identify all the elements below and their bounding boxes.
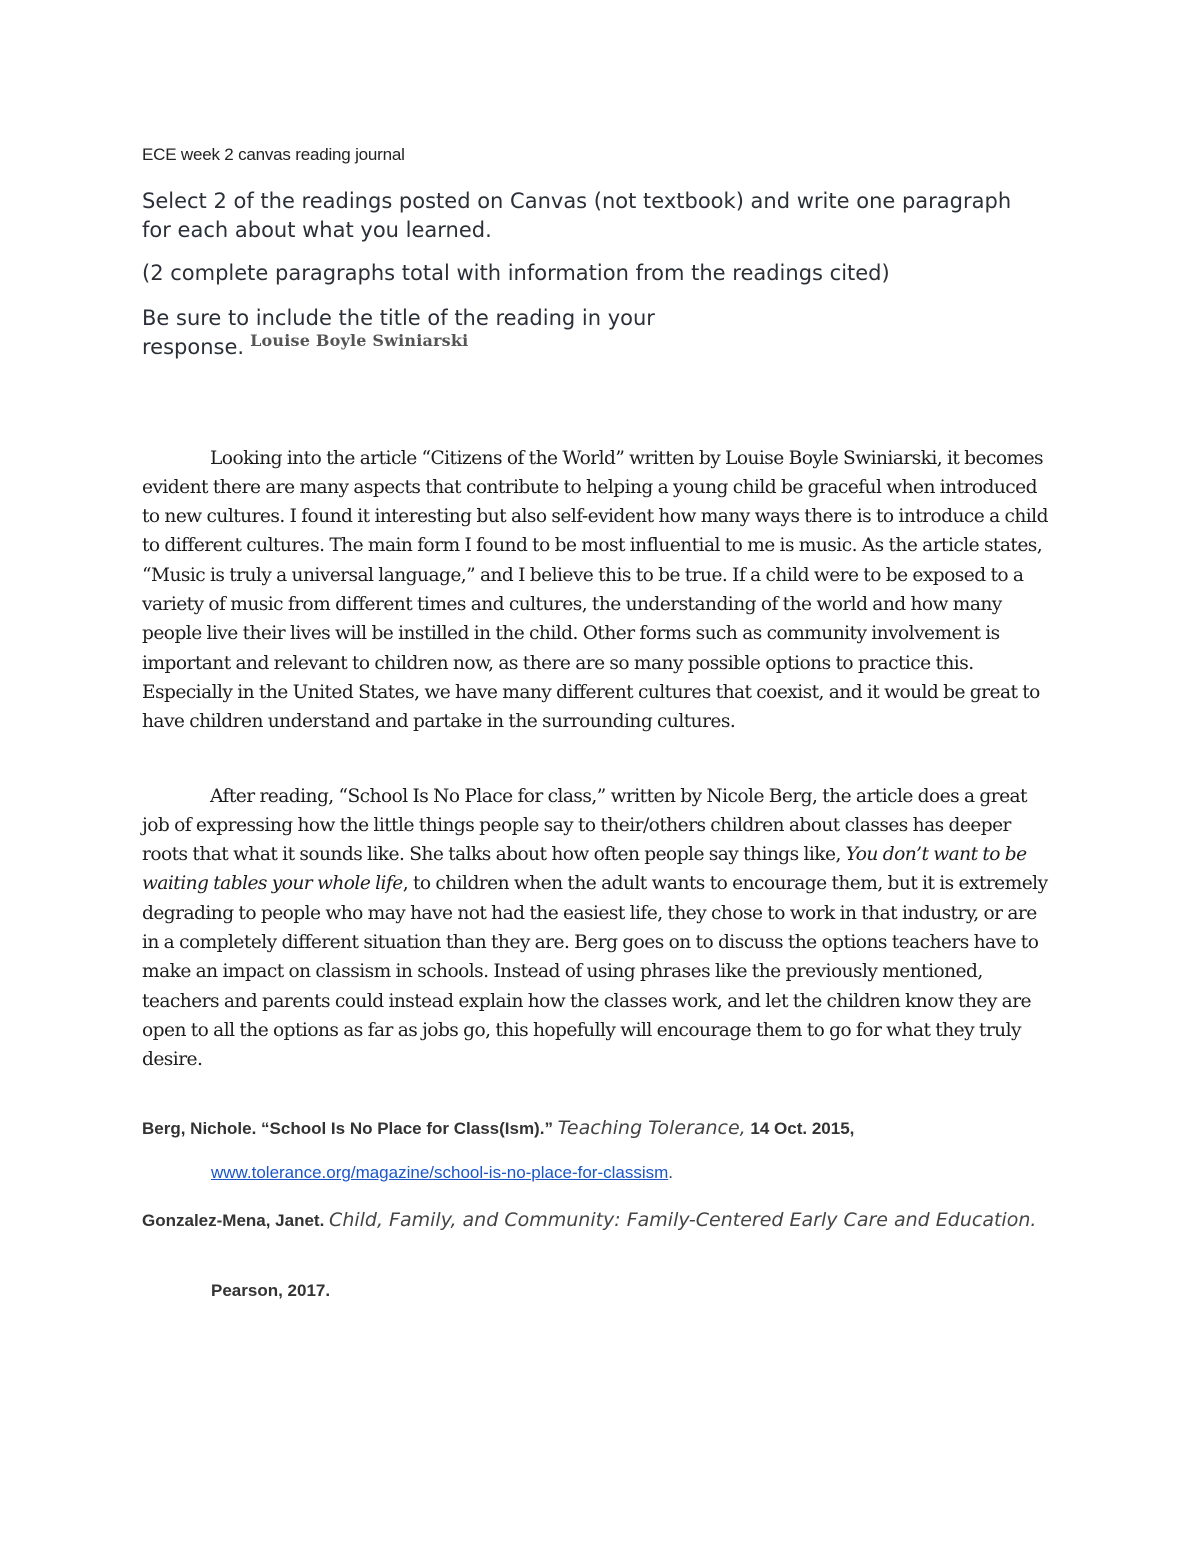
citation-berg-author: Berg, Nichole. “School Is No Place for Class(Ism).” [142, 1119, 558, 1138]
prompt-select-readings: Select 2 of the readings posted on Canvas (not textbook) and write one paragraph for each about what you learned. [142, 189, 1012, 242]
prompt-paragraph-count: (2 complete paragraphs total with information from the readings cited) [142, 261, 890, 285]
prompt-include-title [142, 304, 762, 363]
citation-berg-date: 14 Oct. 2015, [745, 1119, 855, 1138]
document-title: ECE week 2 canvas reading journal [142, 145, 405, 164]
citation-gonzalez-publisher: Pearson, 2017. [211, 1281, 331, 1300]
prompt-include-title-text: Be sure to include the title of the reading in your response. [142, 306, 655, 359]
journal-paragraph-1: Looking into the article “Citizens of the World” written by Louise Boyle Swiniarski, it becomes evident there are many aspects that contribute to helping a young child be graceful when introduced to new cultures. I found it interesting but also self-evident how many ways there is to introduce a child to different cultures. The main form I found to be most influential to me is music. As the article states, “Music is truly a universal language,” and I believe this to be true. If a child were to be exposed to a variety of music from different times and cultures, the understanding of the world and how many people live their lives will be instilled in the child. Other forms such as community involvement is important and relevant to children now, as there are so many possible options to practice this. Especially in the United States, we have many different cultures that coexist, and it would be great to have children understand and partake in the surrounding cultures. [142, 447, 1048, 733]
citation-berg-url-period: . [668, 1163, 674, 1182]
paragraph-2-end: , to children when the adult wants to encourage them, but it is extremely degrading to people who may have not had the easiest life, they chose to work in that industry, or are in a completely different situation than they are. Berg goes on to discuss the options teachers have to make an impact on classism in schools. Instead of using phrases like the previously mentioned, teachers and parents could instead explain how the classes work, and let the children know they are open to all the options as far as jobs go, this hopefully will encourage them to go for what they truly desire. [142, 873, 1048, 1071]
citation-berg-publication: Teaching Tolerance, [557, 1117, 746, 1139]
paragraph-2-quote: You don’t want to be waiting tables your whole life [142, 844, 1027, 895]
citation-gonzalez-title: Child, Family, and Community: Family-Centered Early Care and Education. [329, 1209, 1037, 1231]
citation-berg-link[interactable]: www.tolerance.org/magazine/school-is-no-place-for-classism [211, 1163, 669, 1182]
citation-berg-url [211, 1163, 673, 1183]
journal-paragraph-2 [142, 782, 1057, 1075]
paragraph-2-start: After reading, “School Is No Place for class,” written by Nicole Berg, the article does a great job of expressing how the little things people say to their/others children about classes has deeper roots that what it sounds like. She talks about how often people say things like, [142, 785, 1027, 866]
inline-author-name: Louise Boyle Swiniarski [250, 331, 469, 350]
citation-berg [142, 1117, 854, 1139]
citation-gonzalez-mena [142, 1207, 1042, 1234]
citation-gonzalez-author: Gonzalez-Mena, Janet. [142, 1211, 330, 1230]
